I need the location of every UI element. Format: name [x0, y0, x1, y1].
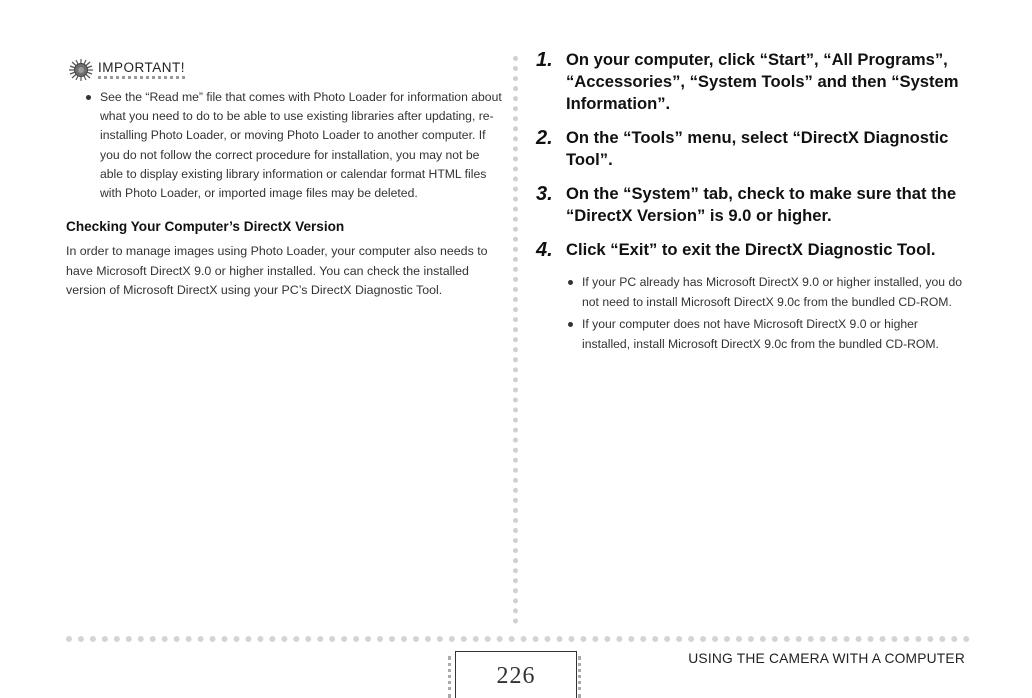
- step-4: [536, 239, 976, 261]
- step-3: [536, 183, 976, 227]
- step-number: 3.: [536, 183, 553, 205]
- page-number: 226: [496, 662, 536, 689]
- step-4-notes: [566, 273, 976, 354]
- step-number: 1.: [536, 49, 553, 71]
- starburst-icon: [66, 58, 96, 82]
- step-text: On the “Tools” menu, select “DirectX Diagnostic Tool”.: [566, 128, 949, 169]
- section-body: In order to manage images using Photo Loader, your computer also needs to have Microsoft DirectX 9.0 or higher installed. You can check the installed version of Microsoft DirectX using your PC’s DirectX Diagnostic Tool.: [66, 244, 488, 298]
- section-heading: Checking Your Computer’s DirectX Version: [66, 219, 345, 235]
- important-title: IMPORTANT!: [98, 61, 185, 79]
- step-number: 4.: [536, 239, 553, 261]
- important-header: [66, 58, 496, 82]
- list-item: If your PC already has Microsoft DirectX 9.0 or higher installed, you do not need to install Microsoft DirectX 9.0c from the bundled CD-ROM.: [566, 273, 966, 312]
- step-text: On the “System” tab, check to make sure that the “DirectX Version” is 9.0 or higher.: [566, 184, 957, 225]
- footer-rule: [66, 636, 970, 642]
- step-1: [536, 49, 976, 115]
- step-text: Click “Exit” to exit the DirectX Diagnostic Tool.: [566, 240, 936, 259]
- step-number: 2.: [536, 127, 553, 149]
- important-note: See the “Read me” file that comes with Photo Loader for information about what you need to do to be able to use existing libraries after updating, re-installing Photo Loader, or moving Photo Loader to another computer. If you do not follow the correct procedure for installation, you may not be able to display existing library information or calendar format HTML files with Photo Loader, or imported image files may be deleted.: [86, 88, 502, 203]
- list-item: If your computer does not have Microsoft DirectX 9.0 or higher installed, install Microsoft DirectX 9.0c from the bundled CD-ROM.: [566, 315, 966, 354]
- left-column: [66, 58, 502, 301]
- page-number-box: [455, 651, 577, 698]
- step-text: On your computer, click “Start”, “All Programs”, “Accessories”, “System Tools” and then “System Information”.: [566, 50, 959, 113]
- column-divider: [513, 56, 518, 624]
- section-label: USING THE CAMERA WITH A COMPUTER: [688, 651, 965, 666]
- step-4-content: [566, 239, 935, 261]
- step-2: [536, 127, 976, 171]
- steps-column: [536, 49, 976, 357]
